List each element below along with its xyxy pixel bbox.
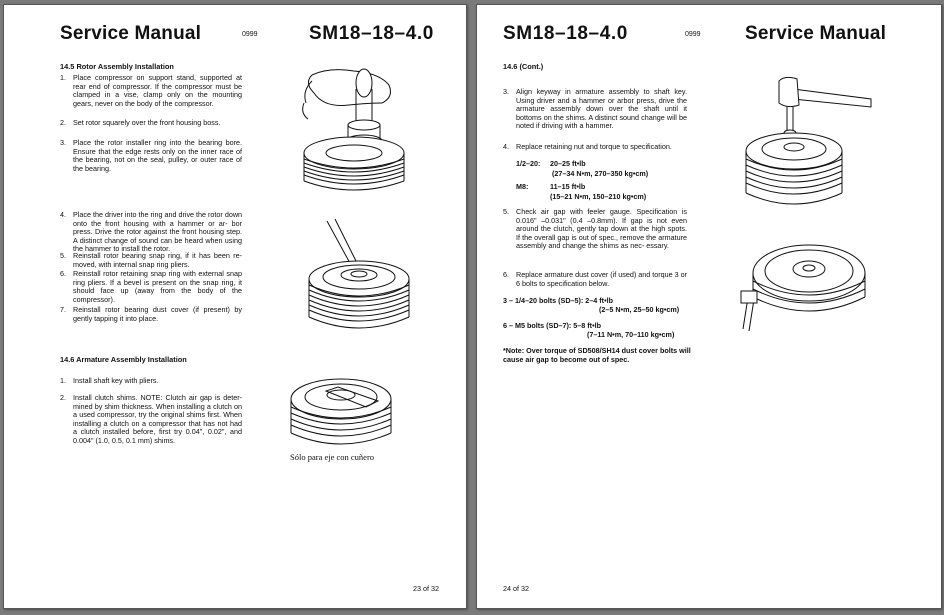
torque-spec-value: 20–25 ft•lb bbox=[550, 159, 586, 168]
note-text: *Note: Over torque of SD508/SH14 dust cover bolts will cause air gap to become out of spec. bbox=[503, 346, 691, 364]
figure-caption: Sólo para eje con cuñero bbox=[290, 452, 375, 462]
clutch-shim-illustration bbox=[286, 371, 396, 449]
header-title: Service Manual bbox=[60, 23, 202, 44]
feeler-gauge-illustration bbox=[739, 235, 879, 335]
page-24: SM18–18–4.0 0999 Service Manual 14.6 (Cont.) 3. Align keyway in armature assembly to shaft key. Using driver and a hammer or arbor press, drive the armature assembly down over the shaft until it bottoms on the shims. A distinct sound change will be noted if driving with a hammer. 4. Replace retaining nut and torque to specification. 1/2–20: 20–25 ft•lb (27–34 N•m, 270–350 kg•cm) M8: 11–15 ft•lb (15–21 N•m, 150–210 kg•cm) 5. Check air gap with feeler gauge. Specification is 0.016" –0.031" (0.4 –0.8mm). If gap is not even around the clutch, gently tap down at the high spots. If the overall gap is out of spec., remove the armature assembly and change the shims as nec- essary. 6. Replace armature dust cover (if used) and torque 3 or 6 bolts to specification below. 3 – 1/4–20 bolts (SD–5): 2–4 ft•lb (2–5 N•m, 25–50 kg•cm) 6 – M5 bolts (SD–7): 5–8 ft•lb (7–11 N•m, 70–110 kg•cm) *Note: Over torque of SD508/SH14 dust cover bolts will cause air gap to become out of spec. 24 of 32 bbox=[476, 4, 942, 609]
page-number: 24 of 32 bbox=[503, 584, 529, 593]
section-title-14-6-cont: 14.6 (Cont.) bbox=[503, 62, 544, 71]
bolt-spec-metric: (7–11 N•m, 70–110 kg•cm) bbox=[587, 330, 675, 339]
header-revision: 0999 bbox=[685, 31, 701, 38]
section-title-14-5: 14.5 Rotor Assembly Installation bbox=[60, 62, 174, 71]
torque-spec-metric: (15–21 N•m, 150–210 kg•cm) bbox=[550, 192, 647, 201]
snap-ring-pliers-illustration bbox=[299, 217, 419, 347]
header-revision: 0999 bbox=[242, 31, 258, 38]
bolt-spec: 6 – M5 bolts (SD–7): 5–8 ft•lb bbox=[503, 321, 601, 330]
header-doc-code: SM18–18–4.0 bbox=[503, 23, 628, 44]
torque-spec-value: 11–15 ft•lb bbox=[550, 182, 586, 191]
page-number: 23 of 32 bbox=[413, 584, 439, 593]
rotor-driver-illustration bbox=[294, 63, 414, 203]
torque-spec-label: M8: bbox=[516, 182, 529, 191]
bolt-spec-metric: (2–5 N•m, 25–50 kg•cm) bbox=[599, 305, 680, 314]
header-doc-code: SM18–18–4.0 bbox=[309, 23, 434, 44]
torque-spec-label: 1/2–20: bbox=[516, 159, 541, 168]
bolt-spec: 3 – 1/4–20 bolts (SD–5): 2–4 ft•lb bbox=[503, 296, 613, 305]
section-title-14-6: 14.6 Armature Assembly Installation bbox=[60, 355, 187, 364]
torque-spec-metric: (27–34 N•m, 270–350 kg•cm) bbox=[552, 169, 649, 178]
armature-hammer-illustration bbox=[739, 71, 879, 221]
page-23: Service Manual 0999 SM18–18–4.0 14.5 Rotor Assembly Installation 1. Place compressor on support stand, supported at rear end of compressor. If the compressor must be clamped in a vise, clamp only on the mounting gears, never on the body of the compressor. 2. Set rotor squarely over the front housing boss. 3. Place the rotor installer ring into the bearing bore. Ensure that the edge rests only on the inner race of the bearing, not on the seal, pulley, or outer race of the bearing. 4. Place the driver into the ring and drive the rotor down onto the front housing with a hammer or ar- bor press. Drive the rotor against the front housing step. A distinct change of sound can be heard when using the hammer to install the rotor. 5. Reinstall rotor bearing snap ring, if it has been re- moved, with internal snap ring pliers. 6. Reinstall rotor retaining snap ring with external snap ring pliers. If a bevel is present on the snap ring, it should face up (away from the body of the compressor). 7. Reinstall rotor bearing dust cover (if present) by gently tapping it into place. 14.6 Armature Assembly Installation 1. Install shaft key with pliers. 2. Install clutch shims. NOTE: Clutch air gap is deter- mined by shim thickness. When installing a clutch on a used compressor, try the original shims first. When installing a clutch on a compressor that has not had a clutch installed before, first try 0.04", 0.02", and 0.004" (1.0, 0.5, 0.1 mm) shims. Sólo para eje con cuñero 23 of 32 bbox=[3, 4, 467, 609]
header-title: Service Manual bbox=[745, 23, 887, 44]
